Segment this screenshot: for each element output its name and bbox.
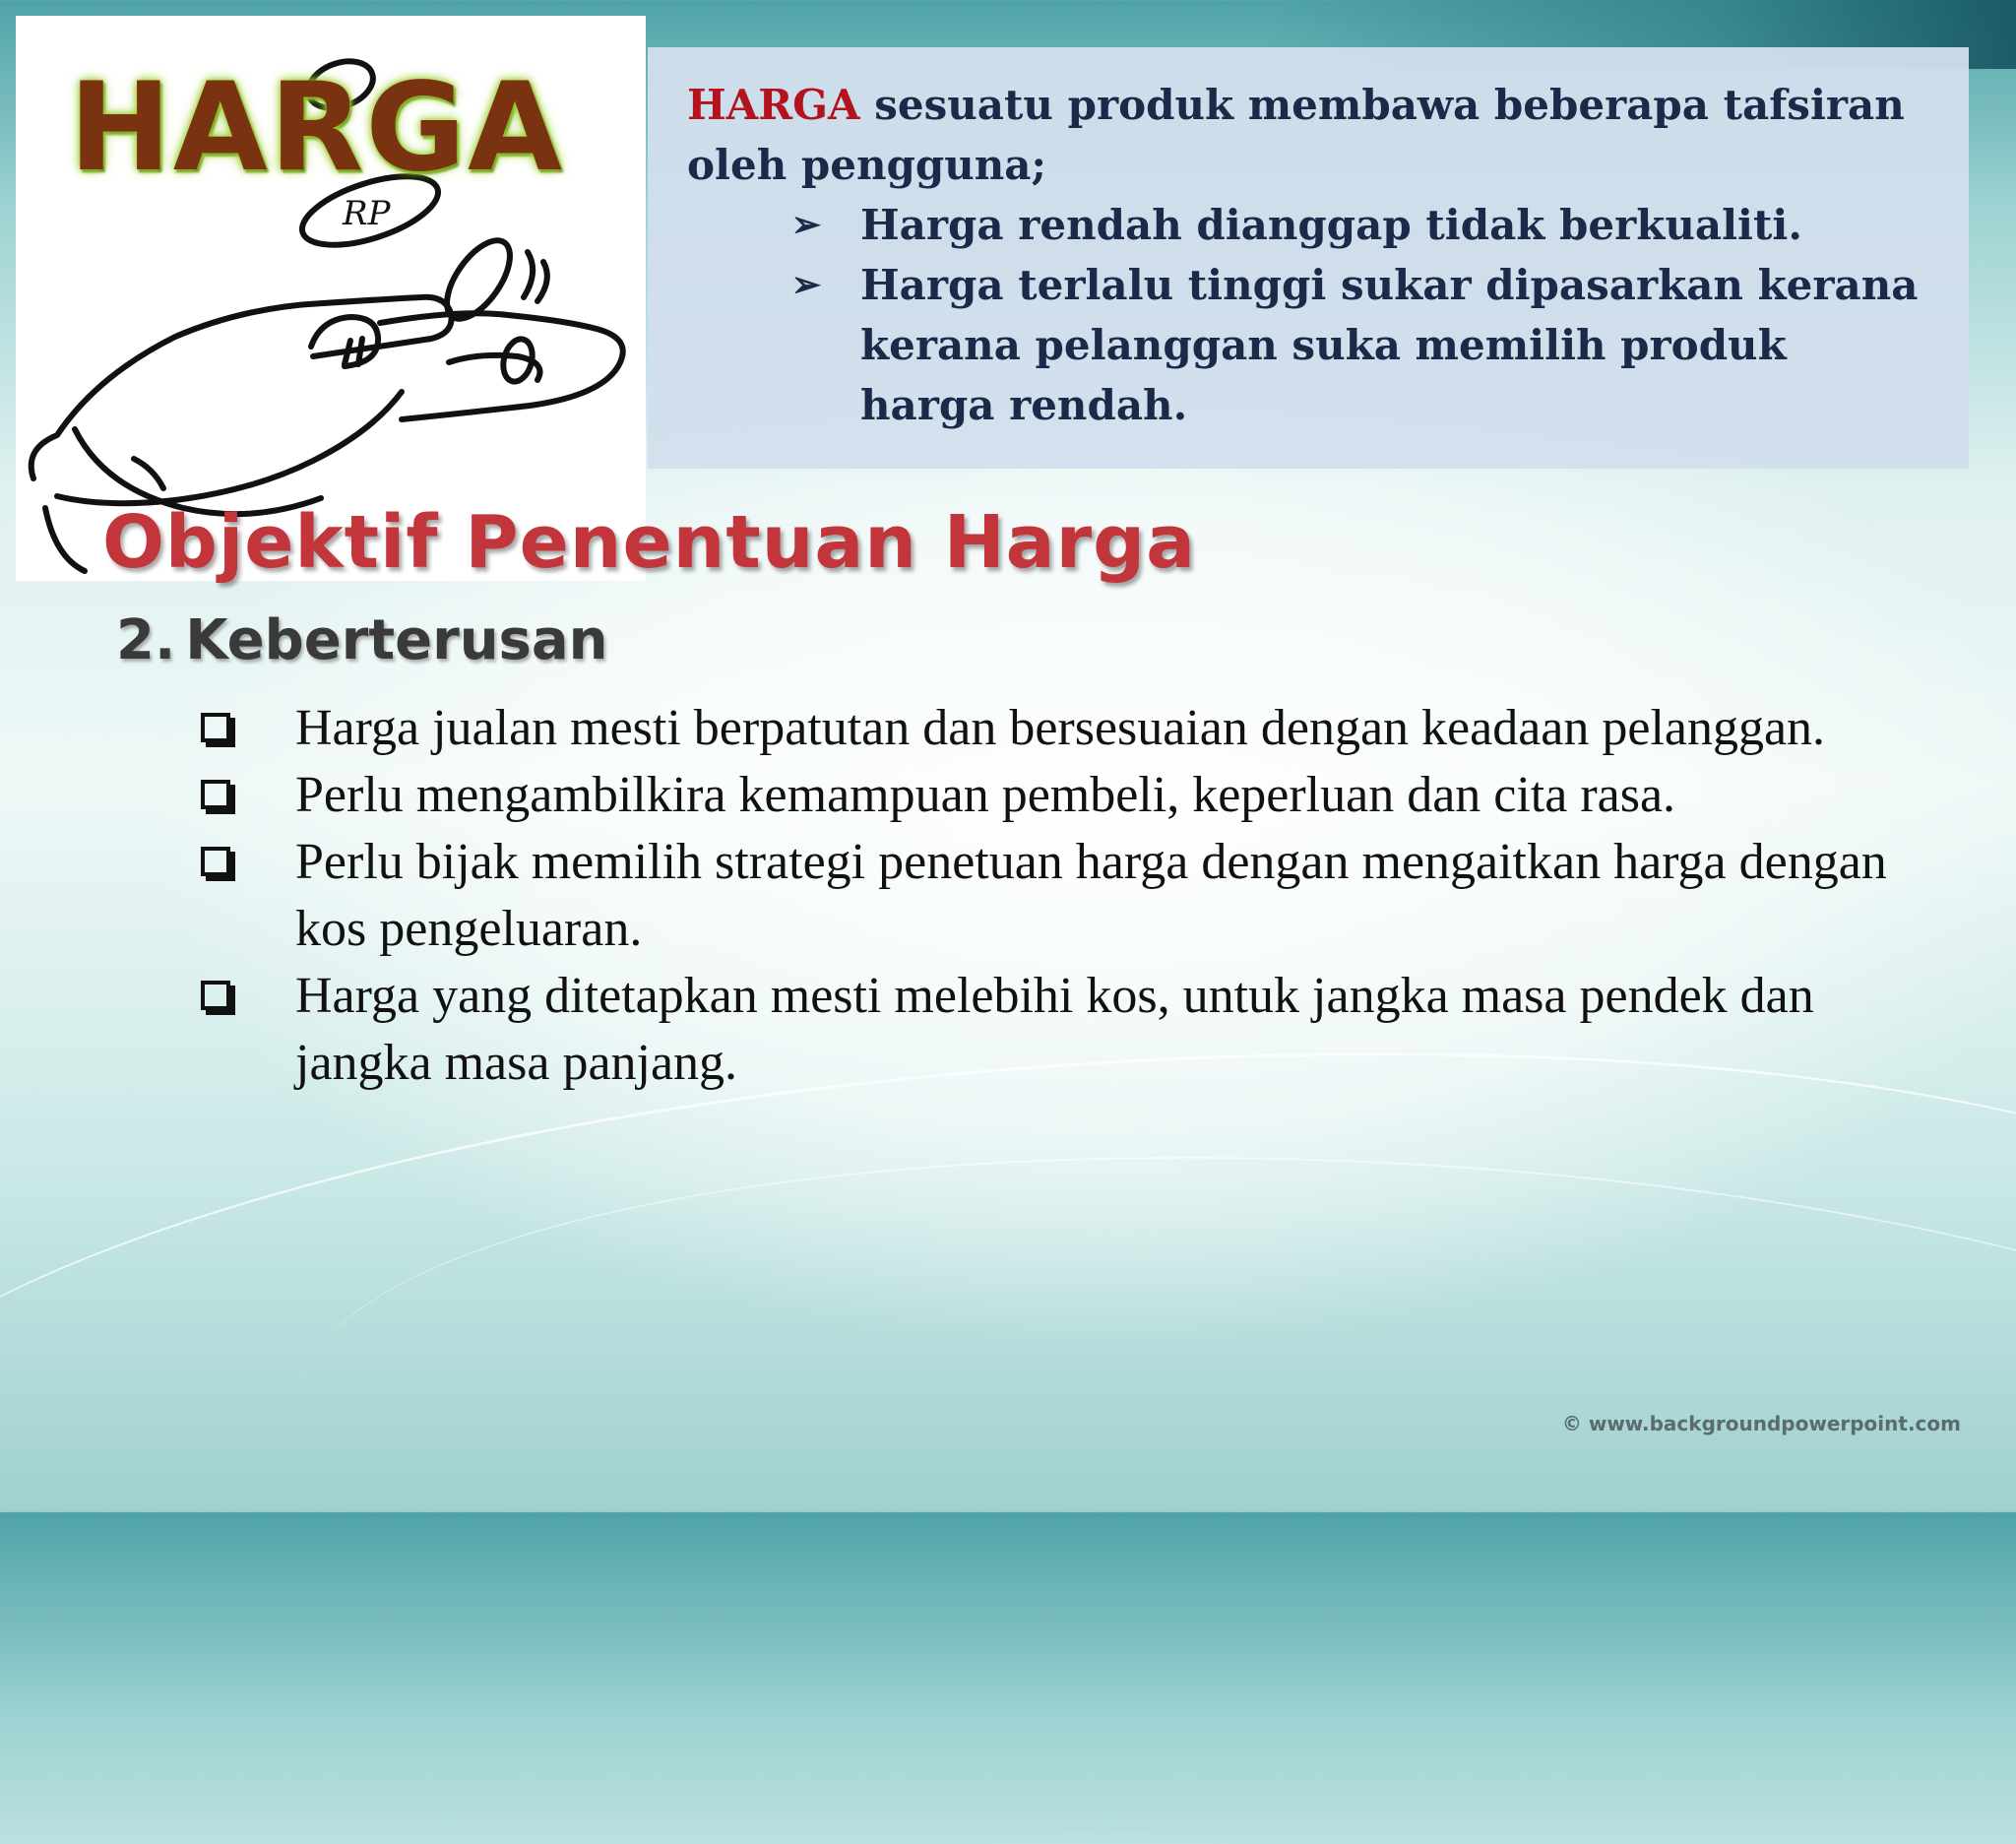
info-list-item-text: Harga rendah dianggap tidak berkualiti. xyxy=(860,201,1802,249)
list-item-text: Perlu mengambilkira kemampuan pembeli, keperluan dan cita rasa. xyxy=(295,767,1676,823)
harga-illustration xyxy=(16,16,646,581)
harga-logo-text: HARGA xyxy=(69,57,564,199)
arrow-bullet-icon: ➢ xyxy=(791,264,822,305)
objective-points xyxy=(193,695,1925,1097)
coin-rp-label: RP xyxy=(343,194,391,233)
subsection-title xyxy=(116,608,608,672)
list-item-text: Harga yang ditetapkan mesti melebihi kos, untuk jangka masa pendek dan jangka masa panjang. xyxy=(295,968,1814,1091)
list-item-text: Harga jualan mesti berpatutan dan bersesuaian dengan keadaan pelanggan. xyxy=(295,700,1826,756)
checkbox-bullet-icon xyxy=(201,981,230,1010)
info-list-item xyxy=(791,255,1929,435)
section-title: Objektif Penentuan Harga xyxy=(102,500,1197,585)
info-list-item-text: Harga terlalu tinggi sukar dipasarkan kerana kerana pelanggan suka memilih produk harga rendah. xyxy=(860,261,1919,429)
checkbox-bullet-icon xyxy=(201,780,230,809)
source-credit: © www.backgroundpowerpoint.com xyxy=(1561,1412,1961,1435)
info-intro-text: sesuatu produk membawa beberapa tafsiran oleh pengguna; xyxy=(687,81,1905,189)
price-interpretation-box xyxy=(648,47,1969,469)
info-intro xyxy=(687,75,1929,195)
info-accent-word: HARGA xyxy=(687,81,860,129)
list-item xyxy=(193,762,1925,829)
info-list xyxy=(687,195,1929,435)
list-item xyxy=(193,963,1925,1097)
info-list-item xyxy=(791,195,1929,255)
list-item xyxy=(193,695,1925,762)
checkbox-bullet-icon xyxy=(201,713,230,742)
list-item xyxy=(193,829,1925,963)
subsection-label: Keberterusan xyxy=(185,608,608,672)
subsection-number: 2. xyxy=(116,608,176,672)
arrow-bullet-icon: ➢ xyxy=(791,204,822,245)
checkbox-bullet-icon xyxy=(201,847,230,876)
list-item-text: Perlu bijak memilih strategi penetuan harga dengan mengaitkan harga dengan kos pengeluaran. xyxy=(295,834,1887,957)
